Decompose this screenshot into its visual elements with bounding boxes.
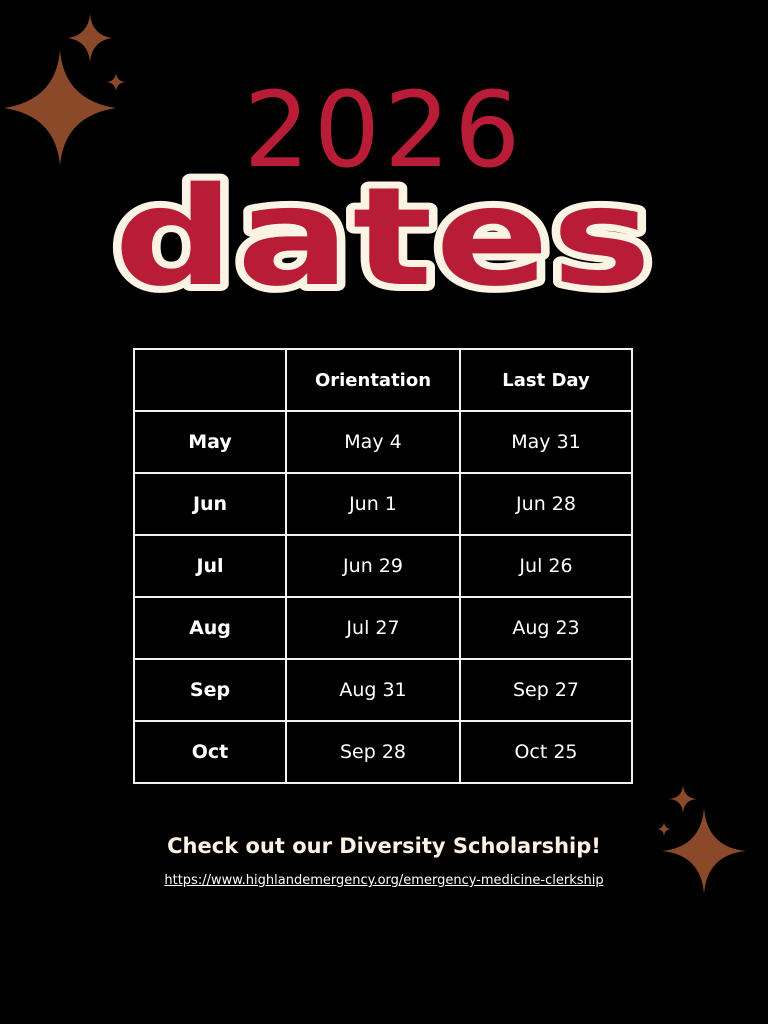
column-header-month — [134, 349, 286, 411]
last-day-cell: Jul 26 — [460, 535, 632, 597]
column-header-orientation: Orientation — [286, 349, 460, 411]
table-row — [134, 473, 632, 535]
table-row — [134, 411, 632, 473]
last-day-cell: Aug 23 — [460, 597, 632, 659]
month-cell: Oct — [134, 721, 286, 783]
last-day-cell: Sep 27 — [460, 659, 632, 721]
month-cell: Aug — [134, 597, 286, 659]
table-row — [134, 659, 632, 721]
month-cell: Jul — [134, 535, 286, 597]
last-day-cell: Oct 25 — [460, 721, 632, 783]
scholarship-callout: Check out our Diversity Scholarship! — [167, 834, 601, 858]
orientation-cell: Sep 28 — [286, 721, 460, 783]
schedule-table — [133, 348, 633, 784]
orientation-cell: Jun 29 — [286, 535, 460, 597]
sparkle-icon — [668, 784, 698, 814]
orientation-cell: May 4 — [286, 411, 460, 473]
table-row — [134, 597, 632, 659]
year-heading: 2026 — [243, 69, 525, 191]
clerkship-link[interactable]: https://www.highlandemergency.org/emergency-medicine-clerkship — [164, 873, 604, 888]
orientation-cell: Jun 1 — [286, 473, 460, 535]
orientation-cell: Aug 31 — [286, 659, 460, 721]
sparkle-icon — [66, 12, 114, 64]
month-cell: May — [134, 411, 286, 473]
orientation-cell: Jul 27 — [286, 597, 460, 659]
dates-heading — [100, 168, 668, 308]
column-header-last-day: Last Day — [460, 349, 632, 411]
table-row — [134, 721, 632, 783]
month-cell: Sep — [134, 659, 286, 721]
table-row — [134, 535, 632, 597]
dates-heading-text: dates — [114, 168, 654, 308]
last-day-cell: May 31 — [460, 411, 632, 473]
table-header-row — [134, 349, 632, 411]
last-day-cell: Jun 28 — [460, 473, 632, 535]
month-cell: Jun — [134, 473, 286, 535]
